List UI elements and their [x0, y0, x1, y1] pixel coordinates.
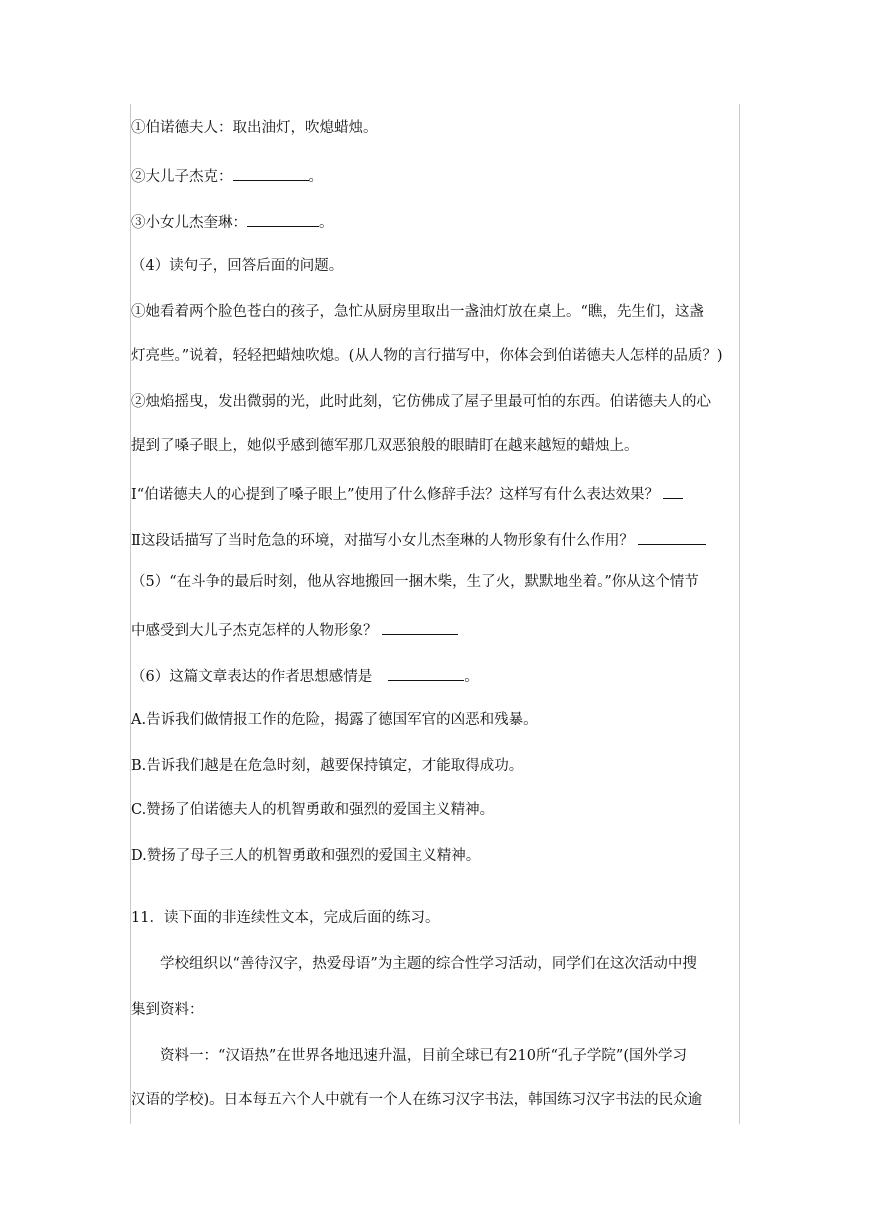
option-c[interactable]: C.赞扬了伯诺德夫人的机智勇敢和强烈的爱国主义精神。: [131, 802, 495, 818]
punctuation: 。: [464, 669, 479, 685]
question-text: （6）这篇文章表达的作者思想感情是: [131, 669, 373, 685]
answer-blank[interactable]: [638, 528, 706, 545]
paragraph-line: 资料一：“汉语热”在世界各地迅速升温，目前全球已有210所“孔子学院”(国外学习: [160, 1048, 687, 1064]
paragraph-line: 集到资料：: [131, 1002, 204, 1018]
answer-blank[interactable]: [247, 210, 319, 227]
text-line: [131, 210, 334, 233]
text-line: （4）读句子，回答后面的问题。: [131, 258, 344, 274]
answer-label: ②大儿子杰克：: [131, 169, 233, 185]
text-line: [131, 528, 706, 551]
text-line: ①她看着两个脸色苍白的孩子，急忙从厨房里取出一盏油灯放在桌上。“瞧，先生们，这盏: [131, 304, 704, 320]
question-text: Ⅱ这段话描写了当时危急的环境，对描写小女儿杰奎琳的人物形象有什么作用？: [131, 533, 634, 549]
text-line: 提到了嗓子眼上，她似乎感到德军那几双恶狼般的眼睛盯在越来越短的蜡烛上。: [131, 438, 639, 454]
text-line: [131, 664, 479, 687]
option-d[interactable]: D.赞扬了母子三人的机智勇敢和强烈的爱国主义精神。: [131, 848, 481, 864]
option-b[interactable]: B.告诉我们越是在危急时刻，越要保持镇定，才能取得成功。: [131, 758, 524, 774]
answer-blank[interactable]: [388, 664, 464, 681]
question-text: Ⅰ“伯诺德夫人的心提到了嗓子眼上”使用了什么修辞手法？这样写有什么表达效果？: [131, 487, 660, 503]
question-11: 11．读下面的非连续性文本，完成后面的练习。: [131, 910, 440, 926]
text-line: ②烛焰摇曳，发出微弱的光，此时此刻，它仿佛成了屋子里最可怕的东西。伯诺德夫人的心: [131, 394, 711, 410]
text-line: ①伯诺德夫人：取出油灯，吹熄蜡烛。: [131, 120, 378, 136]
answer-blank[interactable]: [663, 482, 683, 499]
text-line: [131, 618, 458, 641]
answer-blank[interactable]: [382, 618, 458, 635]
punctuation: 。: [319, 215, 334, 231]
option-a[interactable]: A.告诉我们做情报工作的危险，揭露了德国军官的凶恶和残暴。: [131, 712, 538, 728]
answer-blank[interactable]: [233, 164, 309, 181]
question-text: 中感受到大儿子杰克怎样的人物形象？: [131, 623, 378, 639]
text-line: （5）“在斗争的最后时刻，他从容地搬回一捆木柴，生了火，默默地坐着。”你从这个情节: [131, 574, 699, 590]
paragraph-line: 学校组织以“善待汉字，热爱母语”为主题的综合性学习活动，同学们在这次活动中搜: [160, 956, 697, 972]
text-line: [131, 482, 683, 505]
paragraph-line: 汉语的学校)。日本每五六个人中就有一个人在练习汉字书法，韩国练习汉字书法的民众逾: [131, 1092, 703, 1108]
punctuation: 。: [308, 169, 323, 185]
text-line: [131, 164, 323, 187]
answer-label: ③小女儿杰奎琳：: [131, 215, 247, 231]
text-line: 灯亮些。”说着，轻轻把蜡烛吹熄。(从人物的言行描写中，你体会到伯诺德夫人怎样的品质？): [131, 348, 723, 364]
